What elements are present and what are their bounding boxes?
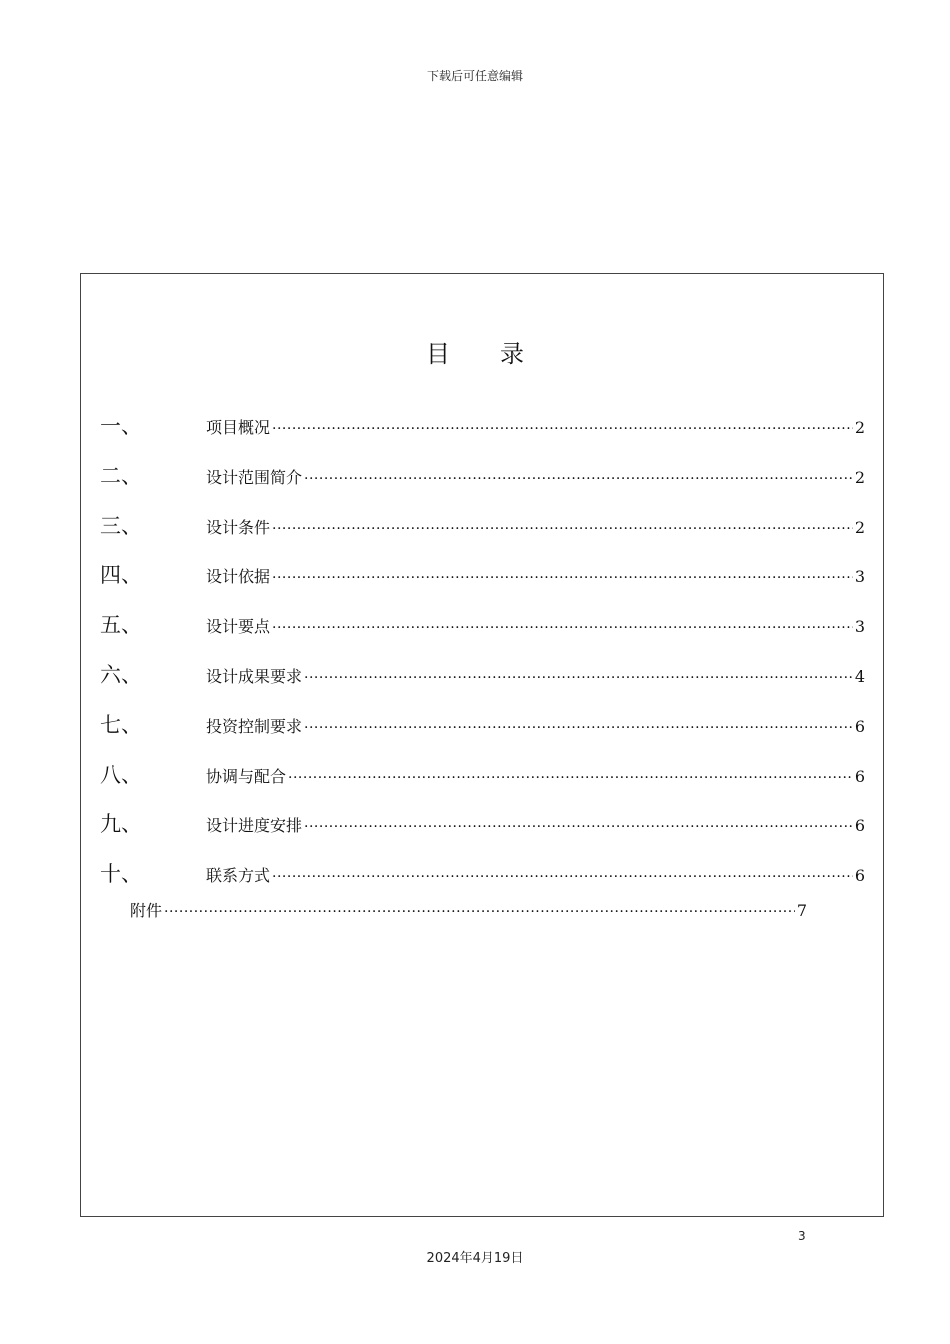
toc-item[interactable] <box>100 559 865 609</box>
toc-leader-dots <box>272 869 853 885</box>
toc-item-number: 十、 <box>100 862 142 887</box>
toc-appendix[interactable] <box>130 898 807 921</box>
toc-item-number: 五、 <box>100 613 142 638</box>
toc-item[interactable] <box>100 460 865 510</box>
toc-item-label: 投资控制要求 <box>206 716 303 736</box>
toc-item-label: 联系方式 <box>206 866 271 886</box>
toc-item[interactable] <box>100 659 865 709</box>
header-note: 下载后可任意编辑 <box>426 69 523 83</box>
toc-item-label: 设计范围简介 <box>206 467 303 487</box>
toc-item-label: 设计条件 <box>206 517 271 537</box>
toc-leader-dots <box>304 720 853 736</box>
page-number: 3 <box>798 1229 806 1243</box>
toc-item-page: 6 <box>854 716 865 736</box>
toc-appendix-label: 附件 <box>130 901 163 920</box>
footer-date: 2024年4月19日 <box>426 1251 524 1266</box>
toc-item-page: 6 <box>854 866 865 886</box>
toc-title: 目录 <box>426 340 574 368</box>
toc-item-label: 项目概况 <box>206 418 271 437</box>
toc-item[interactable] <box>100 759 865 809</box>
toc-item[interactable] <box>100 510 865 560</box>
toc-item-number: 七、 <box>100 712 142 737</box>
toc-item-number: 八、 <box>100 762 142 787</box>
toc-item[interactable] <box>100 410 865 460</box>
toc-item-number: 六、 <box>100 662 142 687</box>
toc-item-number: 四、 <box>100 563 142 588</box>
toc-item-number: 九、 <box>100 812 142 837</box>
toc-item-label: 设计要点 <box>206 617 271 637</box>
toc-leader-dots <box>304 670 853 686</box>
toc-leader-dots <box>304 819 853 835</box>
toc-item[interactable] <box>100 709 865 759</box>
toc-item-label: 协调与配合 <box>206 766 287 786</box>
toc-appendix-page: 7 <box>796 901 807 920</box>
toc-list <box>100 410 865 908</box>
toc-item-number: 一、 <box>100 414 142 438</box>
toc-leader-dots <box>288 770 853 786</box>
toc-item-page: 2 <box>854 467 865 487</box>
toc-item-label: 设计成果要求 <box>206 666 303 686</box>
toc-item-label: 设计进度安排 <box>206 816 303 836</box>
toc-item-page: 4 <box>854 666 865 686</box>
toc-item-page: 2 <box>854 517 865 537</box>
toc-item-page: 3 <box>854 617 865 637</box>
toc-leader-dots <box>164 904 795 920</box>
toc-item-page: 3 <box>854 567 865 587</box>
toc-leader-dots <box>304 471 853 487</box>
toc-leader-dots <box>272 421 853 437</box>
toc-item-page: 6 <box>854 766 865 786</box>
toc-item-number: 二、 <box>100 463 142 488</box>
toc-item[interactable] <box>100 808 865 858</box>
toc-item-label: 设计依据 <box>206 567 271 587</box>
toc-leader-dots <box>272 521 853 537</box>
toc-item-page: 6 <box>854 816 865 836</box>
toc-item-page: 2 <box>854 418 865 437</box>
toc-item-number: 三、 <box>100 513 142 538</box>
toc-leader-dots <box>272 620 853 636</box>
toc-item[interactable] <box>100 609 865 659</box>
toc-leader-dots <box>272 570 853 586</box>
